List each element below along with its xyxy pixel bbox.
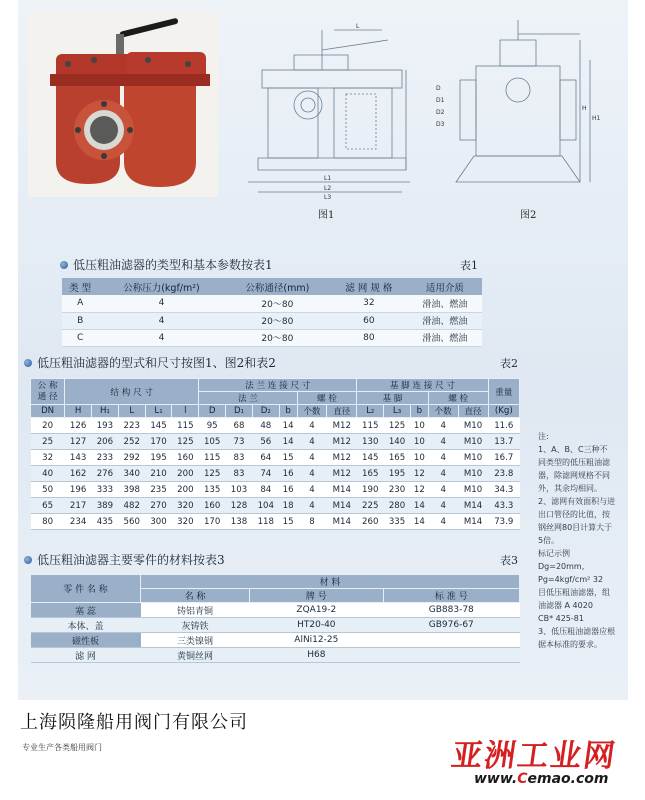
table-cell: 74 (252, 466, 279, 482)
table2-header-struct: 结 构 尺 寸 (65, 379, 199, 405)
figure-1-caption: 图1 (318, 210, 335, 221)
table-cell: 14 (279, 434, 297, 450)
table-cell: M14 (327, 482, 357, 498)
dim-label: L1 (324, 175, 332, 182)
table-cell: 193 (92, 418, 119, 434)
table-cell: 8 (297, 514, 327, 530)
table-cell: 170 (145, 434, 172, 450)
table3-tag: 表3 (500, 554, 518, 567)
table-cell: 4 (297, 466, 327, 482)
table-cell: ZQA19-2 (250, 603, 383, 618)
table-cell: 140 (384, 434, 411, 450)
table-row (31, 450, 520, 466)
table-cell: 560 (118, 514, 145, 530)
drawing-figure-2 (430, 10, 610, 200)
table-row (62, 312, 482, 329)
table2-col-header: (Kg) (488, 405, 519, 418)
table-cell: 黄铜丝网 (141, 648, 250, 663)
table-cell: 4 (297, 434, 327, 450)
table-cell: 389 (92, 498, 119, 514)
table-cell: 16.7 (488, 450, 519, 466)
table-cell: 252 (118, 434, 145, 450)
table-cell (383, 648, 519, 663)
table-cell: 217 (65, 498, 92, 514)
table-row (31, 618, 520, 633)
table-cell: 10 (410, 418, 428, 434)
table-cell: 40 (31, 466, 65, 482)
table-cell: 195 (145, 450, 172, 466)
table-cell: M14 (458, 498, 488, 514)
table2-col-header: 直径 (458, 405, 488, 418)
table-cell: 16 (279, 482, 297, 498)
table2-col-header: b (279, 405, 297, 418)
table-row (31, 498, 520, 514)
table2-col-header: H₁ (92, 405, 119, 418)
table-cell: 73.9 (488, 514, 519, 530)
table1 (62, 278, 482, 347)
table-cell: M10 (458, 418, 488, 434)
table2-header-foot-bolt: 螺 栓 (428, 392, 488, 405)
table-row (31, 466, 520, 482)
table-cell: 铸铝青铜 (141, 603, 250, 618)
table-cell: 滑油、燃油 (408, 312, 482, 329)
table-cell: 20～80 (225, 329, 330, 346)
table-cell: M14 (458, 514, 488, 530)
table-cell: AlNi12-25 (250, 633, 383, 648)
table-cell: 127 (65, 434, 92, 450)
table2-col-header: l (172, 405, 199, 418)
table3-header-sub: 名 称 (141, 589, 250, 603)
table-cell: M12 (327, 466, 357, 482)
table2-header-foot-conn: 基 脚 连 接 尺 寸 (357, 379, 488, 392)
table-cell: C (62, 329, 98, 346)
table-cell: 115 (357, 418, 384, 434)
table-cell: 三类镍钢 (141, 633, 250, 648)
table-cell: 223 (118, 418, 145, 434)
table-row (31, 633, 520, 648)
table-cell: B (62, 312, 98, 329)
table-row (31, 648, 520, 663)
table-cell: M12 (327, 450, 357, 466)
table2-col-header: L₁ (145, 405, 172, 418)
table-cell: 64 (252, 450, 279, 466)
table-cell: 130 (357, 434, 384, 450)
table-cell: 125 (172, 434, 199, 450)
table-cell: 333 (92, 482, 119, 498)
table-cell: 18 (279, 498, 297, 514)
dim-label: L (356, 23, 360, 30)
table-cell: 4 (297, 482, 327, 498)
table2-header-flange-conn: 法 兰 连 接 尺 寸 (199, 379, 357, 392)
table-cell: 4 (428, 498, 458, 514)
table2-col-header: 个数 (297, 405, 327, 418)
table-cell: 210 (145, 466, 172, 482)
table1-header: 公称压力(kgf/m²) (98, 278, 224, 295)
table2-col-header: D (199, 405, 226, 418)
table-cell: 20～80 (225, 312, 330, 329)
table-cell: 230 (384, 482, 411, 498)
table-cell: 10 (410, 450, 428, 466)
table2-header-nominal: 公 称 通 径 (31, 379, 65, 405)
table-cell: 4 (428, 418, 458, 434)
company-tagline: 专业生产各类船用阀门 (22, 743, 102, 752)
table-row (31, 434, 520, 450)
table-cell: 84 (252, 482, 279, 498)
table-cell: 32 (31, 450, 65, 466)
table-cell: 162 (65, 466, 92, 482)
table-cell: 126 (65, 418, 92, 434)
site-logo[interactable]: 亚洲工业网 (448, 738, 620, 774)
table-cell: 4 (297, 498, 327, 514)
table-cell: 73 (226, 434, 253, 450)
bullet-icon (24, 556, 32, 564)
table2 (30, 378, 520, 530)
table1-header: 滤 网 规 格 (330, 278, 408, 295)
notes-text: 注: 1、A、B、C三种不 同类型的低压粗油滤 器，除滤网规格不同 外，其余均相同。 2、滤网有效面积与进 出口管径的比值，按 钢丝网80目计算大于 5倍。 标记示例 Dg=20mm, Pg=4kgf/cm² 32 目低压粗油滤器，组 油滤器 A 4020 CB* 425-81 3、低压粗油滤器应根 据本标准的要求。 (538, 432, 616, 649)
table-cell: 125 (199, 466, 226, 482)
bullet-icon (24, 359, 32, 367)
table-cell: 48 (252, 418, 279, 434)
dim-label: D3 (436, 121, 445, 128)
dim-label: L2 (324, 185, 332, 192)
table-cell: 4 (98, 312, 224, 329)
table-cell: 118 (252, 514, 279, 530)
table2-col-header: D₂ (252, 405, 279, 418)
table-cell: 165 (384, 450, 411, 466)
table-cell: 435 (92, 514, 119, 530)
bullet-icon (60, 261, 68, 269)
table-row (31, 418, 520, 434)
table-cell: 170 (199, 514, 226, 530)
table1-header: 公称通径(mm) (225, 278, 330, 295)
table-cell: 260 (357, 514, 384, 530)
table-cell: M12 (327, 418, 357, 434)
table-cell: 206 (92, 434, 119, 450)
table-cell: 16 (279, 466, 297, 482)
table-cell: 143 (65, 450, 92, 466)
table-cell: M10 (458, 434, 488, 450)
table-cell: 270 (145, 498, 172, 514)
table2-col-header: L₂ (357, 405, 384, 418)
table-cell: 160 (172, 450, 199, 466)
table-cell: 23.8 (488, 466, 519, 482)
table-cell: 320 (172, 498, 199, 514)
table-cell: 125 (384, 418, 411, 434)
table-cell: M10 (458, 450, 488, 466)
table-cell: 11.6 (488, 418, 519, 434)
table-cell: 115 (199, 450, 226, 466)
table-cell: 276 (92, 466, 119, 482)
table-cell: 43.3 (488, 498, 519, 514)
table-cell: H68 (250, 648, 383, 663)
table-cell: GB976-67 (383, 618, 519, 633)
table3-header-sub: 牌 号 (250, 589, 383, 603)
table-cell: 65 (31, 498, 65, 514)
table3-header-material: 材 料 (141, 575, 520, 589)
table-cell: 234 (65, 514, 92, 530)
table-cell: 105 (199, 434, 226, 450)
product-photo (28, 12, 218, 197)
table-cell: 12 (410, 466, 428, 482)
table-cell: 13.7 (488, 434, 519, 450)
table-cell: 60 (330, 312, 408, 329)
drawing-figure-1 (238, 10, 416, 200)
table-row (62, 295, 482, 312)
table-cell: 196 (65, 482, 92, 498)
table-cell: M14 (327, 498, 357, 514)
table-cell: 滑油、燃油 (408, 295, 482, 312)
dim-label: D2 (436, 109, 445, 116)
table-cell: 165 (357, 466, 384, 482)
table1-tag: 表1 (460, 259, 478, 272)
table2-col-header: L₃ (384, 405, 411, 418)
table-cell: 160 (199, 498, 226, 514)
table-cell: 340 (118, 466, 145, 482)
table-cell: 300 (145, 514, 172, 530)
table-row (31, 514, 520, 530)
table-cell: 80 (330, 329, 408, 346)
table2-col-header: b (410, 405, 428, 418)
table-cell: 滑油、燃油 (408, 329, 482, 346)
table-cell: 335 (384, 514, 411, 530)
table-cell: 68 (226, 418, 253, 434)
table-cell: M10 (458, 482, 488, 498)
table-cell: 128 (226, 498, 253, 514)
table-cell: 32 (330, 295, 408, 312)
table-cell: 280 (384, 498, 411, 514)
table-cell: 50 (31, 482, 65, 498)
table-cell: 225 (357, 498, 384, 514)
table-cell: 20～80 (225, 295, 330, 312)
table-cell: 200 (172, 466, 199, 482)
table2-col-header: 直径 (327, 405, 357, 418)
table2-header-weight: 重量 (488, 379, 519, 405)
table-cell: M14 (327, 514, 357, 530)
table-row (31, 482, 520, 498)
table-cell: 4 (297, 418, 327, 434)
table-cell: 灰铸铁 (141, 618, 250, 633)
table-cell (383, 633, 519, 648)
table-cell: 磁性板 (31, 633, 141, 648)
table-cell: 本体、盖 (31, 618, 141, 633)
table-cell: 103 (226, 482, 253, 498)
table-cell: GB883-78 (383, 603, 519, 618)
table-cell: 138 (226, 514, 253, 530)
table2-header-flange: 法 兰 (199, 392, 297, 405)
table-cell: 25 (31, 434, 65, 450)
table2-col-header: D₁ (226, 405, 253, 418)
dim-label: H (582, 105, 587, 112)
table-cell: 190 (357, 482, 384, 498)
table-cell: 14 (279, 418, 297, 434)
table-cell: 4 (98, 295, 224, 312)
table-cell: 4 (428, 466, 458, 482)
table-cell: 83 (226, 450, 253, 466)
site-url[interactable]: www.Cemao.com (474, 771, 609, 787)
table2-col-header: L (118, 405, 145, 418)
company-name: 上海陨隆船用阀门有限公司 (20, 712, 248, 733)
table-cell: 34.3 (488, 482, 519, 498)
table-cell: 滤 网 (31, 648, 141, 663)
table-cell: 292 (118, 450, 145, 466)
table-cell: 4 (428, 482, 458, 498)
table2-header-bolt: 螺 栓 (297, 392, 357, 405)
table-cell: 200 (172, 482, 199, 498)
table3 (30, 574, 520, 663)
table1-header: 类 型 (62, 278, 98, 295)
table3-title: 低压粗油滤器主要零件的材料按表3 (24, 551, 225, 568)
table-cell: 10 (410, 434, 428, 450)
table-cell: 83 (226, 466, 253, 482)
table-cell: 145 (145, 418, 172, 434)
dim-label: D (436, 85, 441, 92)
table2-header-foot: 基 脚 (357, 392, 429, 405)
table-cell: HT20-40 (250, 618, 383, 633)
table-cell: 15 (279, 514, 297, 530)
table-cell: 4 (428, 450, 458, 466)
table-cell: 135 (199, 482, 226, 498)
table-cell: 320 (172, 514, 199, 530)
table-cell: 95 (199, 418, 226, 434)
table-cell: 4 (428, 434, 458, 450)
table2-col-header: H (65, 405, 92, 418)
table-cell: 482 (118, 498, 145, 514)
table-cell: 235 (145, 482, 172, 498)
table-cell: A (62, 295, 98, 312)
table-cell: 145 (357, 450, 384, 466)
table-cell: 14 (410, 498, 428, 514)
table2-col-header: 个数 (428, 405, 458, 418)
table-row (31, 603, 520, 618)
table-row (62, 329, 482, 346)
table-cell: 12 (410, 482, 428, 498)
table2-tag: 表2 (500, 357, 518, 370)
figure-2-caption: 图2 (520, 210, 537, 221)
dim-label: L3 (324, 194, 332, 200)
table3-header-part: 零 件 名 称 (31, 575, 141, 603)
table-cell: 195 (384, 466, 411, 482)
table-cell: 14 (410, 514, 428, 530)
table-cell: 398 (118, 482, 145, 498)
table-cell: 20 (31, 418, 65, 434)
table3-header-sub: 标 准 号 (383, 589, 519, 603)
table-cell: 80 (31, 514, 65, 530)
dim-label: D1 (436, 97, 445, 104)
table-cell: 4 (428, 514, 458, 530)
table-cell: 115 (172, 418, 199, 434)
table1-title: 低压粗油滤器的类型和基本参数按表1 (60, 256, 273, 273)
table2-title: 低压粗油滤器的型式和尺寸按图1、图2和表2 (24, 354, 276, 371)
table-cell: M12 (327, 434, 357, 450)
table-cell: 4 (297, 450, 327, 466)
table-cell: 4 (98, 329, 224, 346)
table-cell: M10 (458, 466, 488, 482)
table-cell: 104 (252, 498, 279, 514)
dim-label: H1 (592, 115, 601, 122)
table-cell: 56 (252, 434, 279, 450)
table-cell: 233 (92, 450, 119, 466)
table-cell: 塞 蕊 (31, 603, 141, 618)
table1-header: 适用介质 (408, 278, 482, 295)
table-cell: 15 (279, 450, 297, 466)
table2-col-header: DN (31, 405, 65, 418)
